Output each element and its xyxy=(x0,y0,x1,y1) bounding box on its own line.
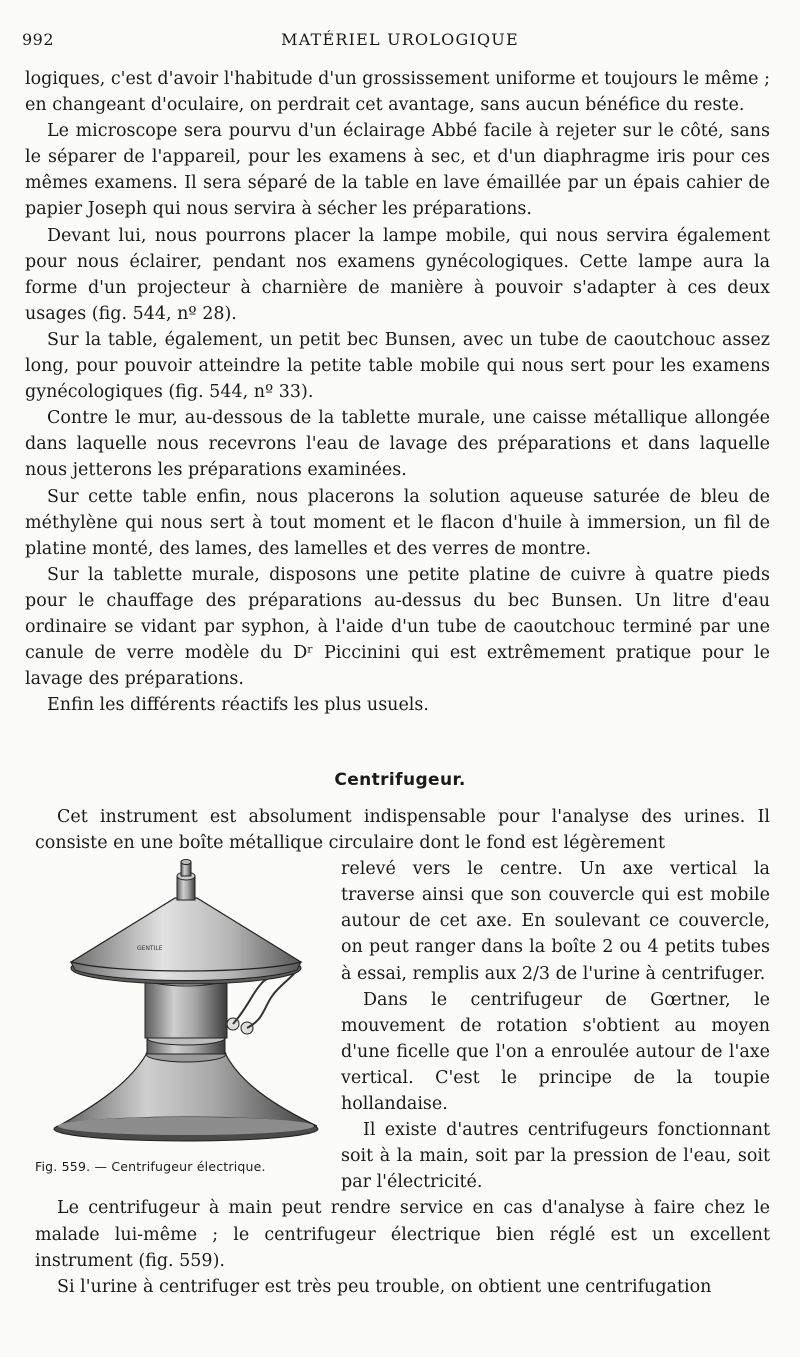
centrifuge-engraving-icon xyxy=(35,858,335,1150)
page-header xyxy=(22,30,778,54)
paragraph-intro: Cet instrument est absolument indispensable pour l'analyse des urines. Il consiste en une boîte métallique circulaire dont le fond est légèrement xyxy=(35,807,770,854)
section-heading: Centrifugeur. xyxy=(334,770,466,790)
figure-559 xyxy=(35,858,335,1180)
paragraph: Le microscope sera pourvu d'un éclairage Abbé facile à rejeter sur le côté, sans le séparer de l'appareil, pour les examens à sec, et d'un diaphragme iris pour ces mêmes examens. Il sera séparé de la table en lave émaillée par un épais cahier de papier Joseph qui nous servira à sécher les préparations. xyxy=(25,121,770,220)
paragraph: Devant lui, nous pourrons placer la lampe mobile, qui nous servira également pour nous éclairer, pendant nos examens gynécologiques. Cette lampe aura la forme d'un projecteur à charnière de manière à pouvoir s'adapter à ces deux usages (fig. 544, nº 28). xyxy=(25,225,770,324)
paragraph: Sur la table, également, un petit bec Bunsen, avec un tube de caoutchouc assez long, pour pouvoir atteindre la petite table mobile qui nous sert pour les examens gynécologiques (fig. 544, nº 33). xyxy=(25,329,770,403)
paragraph: Contre le mur, au-dessous de la tablette murale, une caisse métallique allongée dans laquelle nous recevrons l'eau de lavage des préparations et dans laquelle nous jetterons les préparations examinées. xyxy=(25,408,770,481)
paragraph: Il existe d'autres centrifugeurs fonctionnant soit à la main, soit par la pression de l'eau, soit par l'électricité. xyxy=(341,1120,770,1193)
paragraph-continuation: relevé vers le centre. Un axe vertical la traverse ainsi que son couvercle qui est mobile autour de cet axe. En soulevant ce couvercle, on peut ranger dans la boîte 2 ou 4 petits tubes à essai, remplis aux 2/3 de l'urine à centrifuger. xyxy=(341,859,770,984)
paragraph: logiques, c'est d'avoir l'habitude d'un grossissement uniforme et toujours le même ; en changeant d'oculaire, on perdrait cet avantage, sans aucun bénéfice du reste. xyxy=(25,69,770,116)
body-text-section xyxy=(35,804,770,1300)
paragraph: Si l'urine à centrifuger est très peu trouble, on obtient une centrifugation xyxy=(57,1276,712,1297)
running-title: MATÉRIEL UROLOGIQUE xyxy=(281,30,519,49)
paragraph: Dans le centrifugeur de Gœrtner, le mouvement de rotation s'obtient au moyen d'une ficelle que l'on a enroulée autour de l'axe vertical. C'est le principe de la toupie hollandaise. xyxy=(341,989,770,1115)
paragraph: Sur la tablette murale, disposons une petite platine de cuivre à quatre pieds pour le chauffage des préparations au-dessus du bec Bunsen. Un litre d'eau ordinaire se vidant par syphon, à l'aide d'un tube de caoutchouc terminé par une canule de verre modèle du Dʳ Piccinini qui est extrêmement pratique pour le lavage des préparations. xyxy=(25,564,770,690)
figure-caption: Fig. 559. — Centrifugeur électrique. xyxy=(35,1159,266,1175)
engraved-label: GENTILE xyxy=(137,945,163,953)
paragraph: Le centrifugeur à main peut rendre service en cas d'analyse à faire chez le malade lui-même ; le centrifugeur électrique bien réglé est un excellent instrument (fig. 559). xyxy=(35,1198,770,1271)
page-number: 992 xyxy=(22,30,55,49)
body-text-top xyxy=(25,66,770,718)
paragraph: Enfin les différents réactifs les plus usuels. xyxy=(47,695,429,716)
paragraph: Sur cette table enfin, nous placerons la solution aqueuse saturée de bleu de méthylène qui nous sert à tout moment et le flacon d'huile à immersion, un fil de platine monté, des lames, des lamelles et des verres de montre. xyxy=(25,486,770,559)
